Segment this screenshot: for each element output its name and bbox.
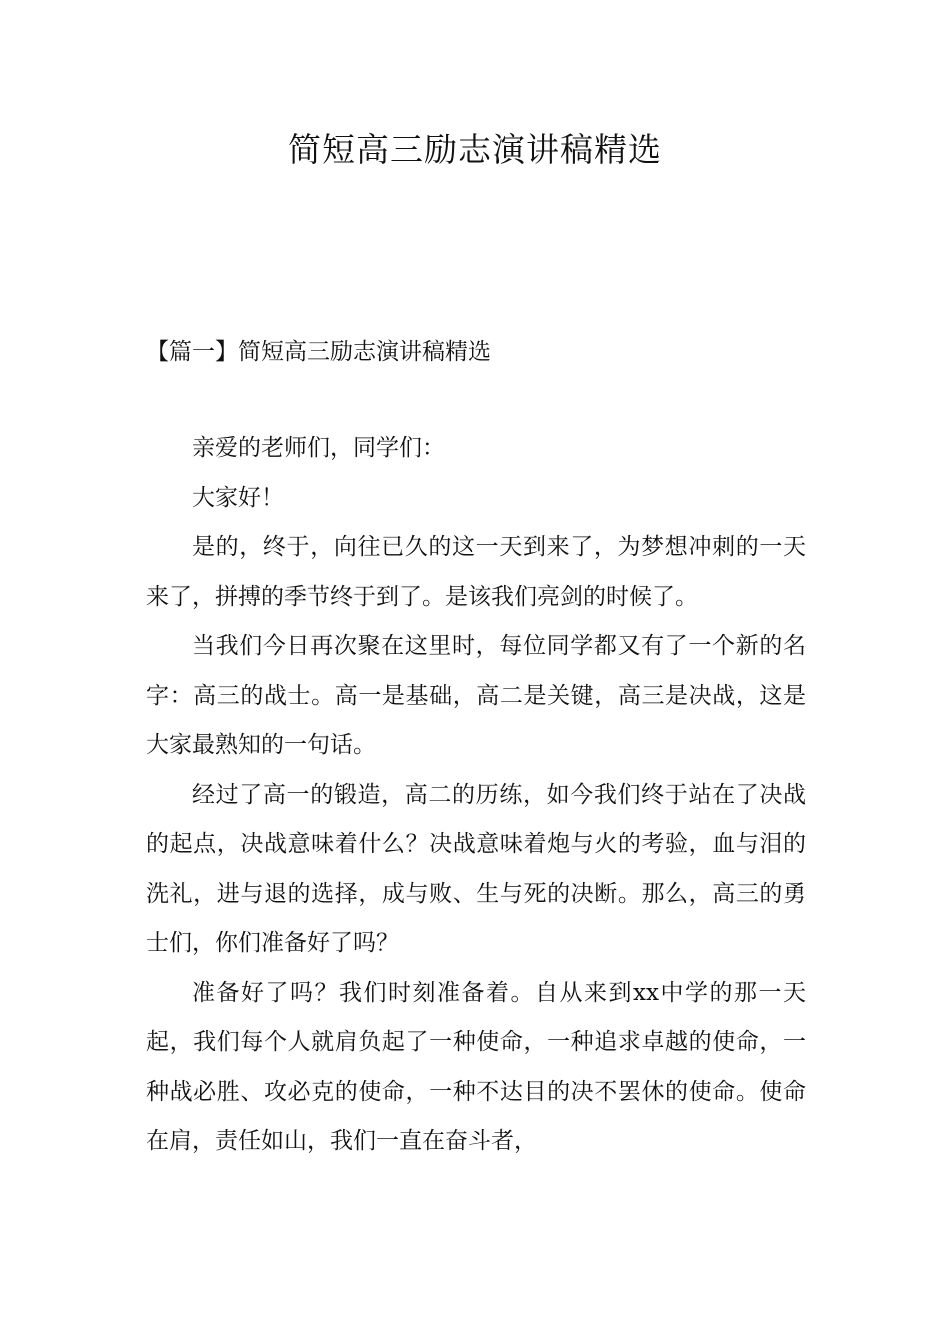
paragraph-3: 经过了高一的锻造，高二的历练，如今我们终于站在了决战的起点，决战意味着什么？决战意味着炮与火的考验，血与泪的洗礼，进与退的选择，成与败、生与死的决断。那么，高三的勇士们，你们准备好了吗？	[146, 781, 806, 956]
document-title: 简短高三励志演讲稿精选	[288, 130, 662, 169]
document-body	[146, 424, 806, 1167]
paragraph-1: 是的，终于，向往已久的这一天到来了，为梦想冲刺的一天来了，拼搏的季节终于到了。是该我们亮剑的时候了。	[146, 534, 806, 610]
section-heading: 【篇一】简短高三励志演讲稿精选	[146, 339, 491, 365]
paragraph-4: 准备好了吗？我们时刻准备着。自从来到xx中学的那一天起，我们每个人就肩负起了一种使命，一种追求卓越的使命，一种战必胜、攻必克的使命，一种不达目的决不罢休的使命。使命在肩，责任如山，我们一直在奋斗者，	[146, 979, 806, 1154]
paragraph-2: 当我们今日再次聚在这里时，每位同学都又有了一个新的名字：高三的战士。高一是基础，高二是关键，高三是决战，这是大家最熟知的一句话。	[146, 633, 806, 758]
paragraph-greeting: 亲爱的老师们，同学们：	[192, 435, 445, 461]
paragraph-hello: 大家好！	[192, 484, 284, 511]
